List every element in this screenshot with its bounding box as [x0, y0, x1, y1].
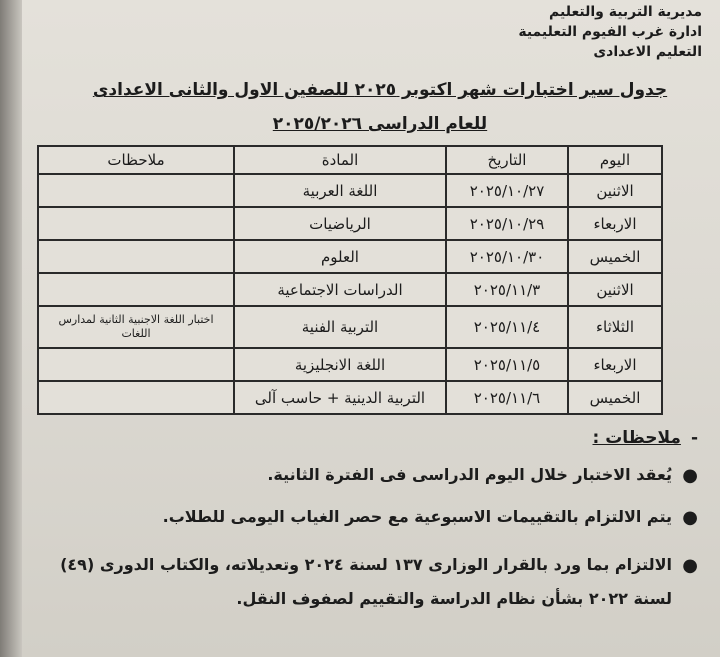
cell-subject: التربية الفنية [234, 306, 446, 348]
cell-day: الاربعاء [568, 207, 662, 240]
header-administration: ادارة غرب الفيوم التعليمية [518, 24, 702, 40]
header-stage: التعليم الاعدادى [593, 44, 702, 60]
note-text: يُعقد الاختبار خلال اليوم الدراسى فى الفترة الثانية. [267, 465, 672, 484]
cell-day: الخميس [568, 240, 662, 273]
document-header [518, 2, 702, 62]
cell-date: ٢٠٢٥/١١/٣ [446, 273, 568, 306]
cell-date: ٢٠٢٥/١١/٥ [446, 348, 568, 381]
header-subject: المادة [234, 146, 446, 174]
bullet-icon: ● [682, 465, 698, 486]
table-row [38, 273, 662, 306]
list-item [28, 506, 698, 528]
note-text: الالتزام بما ورد بالقرار الوزارى ١٣٧ لسنة ٢٠٢٤ وتعديلاته، والكتاب الدورى (٤٩) لسنة ٢٠٢٢ بشأن نظام الدراسة والتقييم لصفوف النقل. [60, 555, 672, 608]
cell-day: الثلاثاء [568, 306, 662, 348]
notes-dash: - [690, 428, 698, 448]
list-item [28, 464, 698, 486]
cell-date: ٢٠٢٥/١٠/٢٧ [446, 174, 568, 207]
cell-subject: الدراسات الاجتماعية [234, 273, 446, 306]
header-date: التاريخ [446, 146, 568, 174]
document-title: جدول سير اختبارات شهر اكتوبر ٢٠٢٥ للصفين الاول والثانى الاعدادى [92, 80, 668, 100]
exam-schedule-table [37, 145, 663, 415]
header-notes: ملاحظات [38, 146, 234, 174]
cell-subject: العلوم [234, 240, 446, 273]
cell-note [38, 381, 234, 414]
cell-date: ٢٠٢٥/١٠/٣٠ [446, 240, 568, 273]
cell-subject: الرياضيات [234, 207, 446, 240]
cell-subject: التربية الدينية + حاسب آلى [234, 381, 446, 414]
header-day: اليوم [568, 146, 662, 174]
cell-subject: اللغة الانجليزية [234, 348, 446, 381]
cell-day: الخميس [568, 381, 662, 414]
cell-subject: اللغة العربية [234, 174, 446, 207]
table-row [38, 381, 662, 414]
cell-date: ٢٠٢٥/١٠/٢٩ [446, 207, 568, 240]
bullet-icon: ● [682, 507, 698, 528]
notes-section [28, 428, 698, 636]
bullet-icon: ● [682, 555, 698, 576]
list-item [28, 548, 698, 616]
table-row [38, 174, 662, 207]
page-edge-shadow [0, 0, 22, 657]
cell-day: الاربعاء [568, 348, 662, 381]
cell-note [38, 273, 234, 306]
table-header-row [38, 146, 662, 174]
table-row [38, 348, 662, 381]
cell-note [38, 348, 234, 381]
table-row [38, 306, 662, 348]
cell-day: الاثنين [568, 174, 662, 207]
cell-date: ٢٠٢٥/١١/٤ [446, 306, 568, 348]
cell-note [38, 174, 234, 207]
cell-note [38, 207, 234, 240]
table-row [38, 207, 662, 240]
document-subtitle: للعام الدراسى ٢٠٢٥/٢٠٢٦ [272, 114, 488, 134]
notes-heading-text: ملاحظات : [592, 428, 681, 448]
notes-heading [28, 428, 698, 448]
cell-note: اختبار اللغة الاجنبية الثانية لمدارس اللغات [38, 306, 234, 348]
header-directorate: مديرية التربية والتعليم [549, 4, 702, 20]
cell-day: الاثنين [568, 273, 662, 306]
cell-note [38, 240, 234, 273]
note-text: يتم الالتزام بالتقييمات الاسبوعية مع حصر الغياب اليومى للطلاب. [162, 507, 672, 526]
cell-date: ٢٠٢٥/١١/٦ [446, 381, 568, 414]
table-row [38, 240, 662, 273]
